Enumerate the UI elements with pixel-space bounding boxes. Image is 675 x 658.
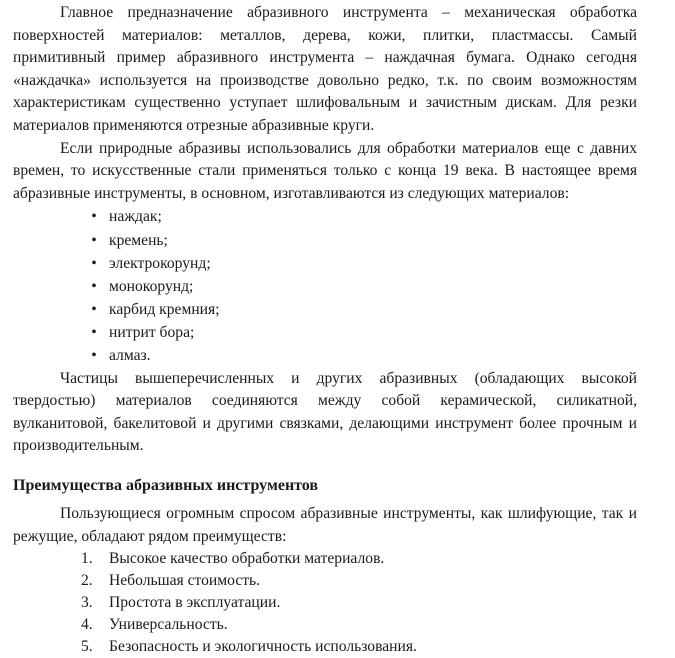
list-item-text: Высокое качество обработки материалов. xyxy=(109,550,385,568)
list-number: 1. xyxy=(81,550,93,568)
list-item xyxy=(13,344,637,367)
list-item xyxy=(13,298,637,321)
list-item-text: Небольшая стоимость. xyxy=(109,572,261,590)
bullet-icon: • xyxy=(91,301,97,319)
bullet-icon: • xyxy=(91,208,97,226)
list-item xyxy=(13,548,637,570)
section-heading: Преимущества абразивных инструментов xyxy=(13,477,319,495)
list-item-text: монокорунд; xyxy=(109,277,194,295)
list-item xyxy=(13,252,637,275)
advantages-paragraph: Пользующиеся огромным спросом абразивные инструменты, как шлифующие, так и режущие, обладают рядом преимуществ: xyxy=(13,505,637,545)
list-item xyxy=(13,570,637,592)
list-item-text: карбид кремния; xyxy=(109,301,220,319)
list-item-text: электрокорунд; xyxy=(109,254,211,272)
list-item xyxy=(13,275,637,298)
advantages-list xyxy=(13,548,637,658)
list-item-text: алмаз. xyxy=(109,347,151,365)
list-number: 4. xyxy=(81,616,93,634)
bullet-icon: • xyxy=(91,277,97,295)
document-page xyxy=(13,2,637,658)
materials-list xyxy=(13,205,637,367)
list-item xyxy=(13,592,637,614)
list-number: 2. xyxy=(81,572,93,590)
list-number: 3. xyxy=(81,594,93,612)
list-item-text: Универсальность. xyxy=(109,616,228,634)
list-item-text: Простота в эксплуатации. xyxy=(109,594,281,612)
materials-paragraph: Если природные абразивы использовались для обработки материалов еще с давних времен, то искусственные стали применяться только с конца 19 века. В настоящее время абразивные инструменты, в основном, изготавливаются из следующих материалов: xyxy=(13,139,637,202)
list-number: 5. xyxy=(81,638,93,656)
particles-paragraph: Частицы вышеперечисленных и других абразивных (обладающих высокой твердостью) материалов соединяются между собой керамической, силикатной, вулканитовой, бакелитовой и другими связками, делающими инструмент более прочным и производительным. xyxy=(13,369,637,455)
list-item xyxy=(13,636,637,658)
list-item-text: Безопасность и экологичность использования. xyxy=(109,638,417,656)
list-item-text: наждак; xyxy=(109,208,162,226)
bullet-icon: • xyxy=(91,347,97,365)
bullet-icon: • xyxy=(91,254,97,272)
bullet-icon: • xyxy=(91,324,97,342)
list-item xyxy=(13,321,637,344)
list-item xyxy=(13,205,637,228)
list-item-text: кремень; xyxy=(109,231,168,249)
list-item-text: нитрит бора; xyxy=(109,324,195,342)
bullet-icon: • xyxy=(91,231,97,249)
intro-paragraph: Главное предназначение абразивного инструмента – механическая обработка поверхностей материалов: металлов, дерева, кожи, плитки, пластмассы. Самый примитивный пример абразивного инструмента – наждачная бумага. Однако сегодня «наждачка» используется на производстве довольно редко, т.к. по своим возможностям характеристикам существенно уступает шлифовальным и зачистным дискам. Для резки материалов применяются отрезные абразивные круги. xyxy=(13,4,637,134)
list-item xyxy=(13,614,637,636)
list-item xyxy=(13,229,637,252)
